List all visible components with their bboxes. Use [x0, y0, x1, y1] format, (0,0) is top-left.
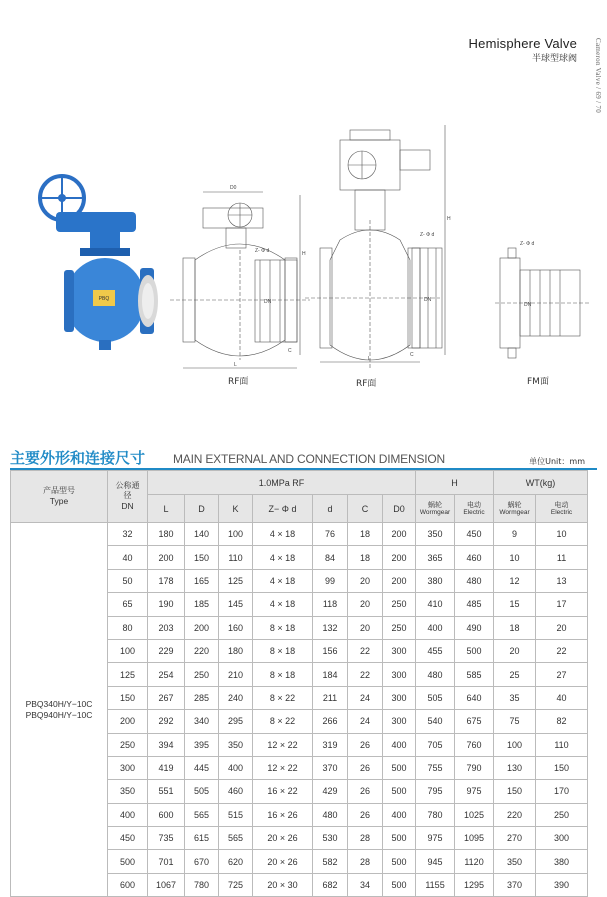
- header-col-c: C: [348, 495, 383, 523]
- table-cell: 160: [219, 616, 253, 639]
- table-cell: 450: [108, 827, 148, 850]
- table-cell: 76: [313, 523, 348, 546]
- table-cell: 400: [383, 733, 416, 756]
- table-cell: 380: [536, 850, 588, 873]
- table-cell: 780: [416, 803, 455, 826]
- table-cell: 675: [455, 710, 494, 733]
- table-cell: 254: [148, 663, 185, 686]
- header-type: [11, 471, 108, 523]
- table-cell: 24: [348, 710, 383, 733]
- dim-c-2: C: [410, 352, 414, 358]
- table-cell: 25: [494, 663, 536, 686]
- table-cell: 210: [219, 663, 253, 686]
- header-col-d-small: d: [313, 495, 348, 523]
- table-cell: 110: [536, 733, 588, 756]
- table-cell: 292: [148, 710, 185, 733]
- table-cell: 40: [108, 546, 148, 569]
- table-cell: 429: [313, 780, 348, 803]
- table-cell: 12 × 22: [253, 733, 313, 756]
- table-cell: 150: [108, 686, 148, 709]
- table-cell: 20: [348, 616, 383, 639]
- table-cell: 250: [185, 663, 219, 686]
- table-cell: 585: [455, 663, 494, 686]
- table-cell: 790: [455, 756, 494, 779]
- header-pressure: 1.0MPa RF: [148, 471, 416, 495]
- table-cell: 4 × 18: [253, 593, 313, 616]
- table-cell: 12 × 22: [253, 756, 313, 779]
- table-cell: 185: [185, 593, 219, 616]
- header-dn: [108, 471, 148, 523]
- table-cell: 9: [494, 523, 536, 546]
- table-cell: 26: [348, 780, 383, 803]
- table-cell: 12: [494, 569, 536, 592]
- header-wt-wormgear-en: Wormgear: [499, 508, 530, 516]
- table-cell: 15: [494, 593, 536, 616]
- table-cell: 32: [108, 523, 148, 546]
- table-cell: 8 × 18: [253, 663, 313, 686]
- page-subtitle: 半球型球阀: [531, 54, 577, 64]
- dim-d0-1: D0: [230, 185, 237, 191]
- table-cell: 460: [219, 780, 253, 803]
- table-cell: 145: [219, 593, 253, 616]
- table-cell: 203: [148, 616, 185, 639]
- table-cell: 8 × 18: [253, 616, 313, 639]
- table-cell: 82: [536, 710, 588, 733]
- table-cell: 300: [536, 827, 588, 850]
- header-h-wormgear: [416, 495, 455, 523]
- table-cell: 140: [185, 523, 219, 546]
- table-cell: 35: [494, 686, 536, 709]
- table-cell: 220: [494, 803, 536, 826]
- table-cell: 16 × 22: [253, 780, 313, 803]
- table-cell: 178: [148, 569, 185, 592]
- nameplate-text: PBQ: [98, 296, 110, 302]
- fm-drawing: [495, 248, 590, 358]
- fm-label: FM面: [527, 377, 549, 387]
- table-cell: 220: [185, 639, 219, 662]
- table-cell: 170: [536, 780, 588, 803]
- table-cell: 505: [185, 780, 219, 803]
- table-cell: 18: [348, 546, 383, 569]
- table-row: [11, 523, 588, 546]
- header-dn-zh: 公称通径: [115, 481, 140, 500]
- table-cell: 99: [313, 569, 348, 592]
- table-cell: 184: [313, 663, 348, 686]
- table-cell: 240: [219, 686, 253, 709]
- table-cell: 118: [313, 593, 348, 616]
- table-cell: 945: [416, 850, 455, 873]
- table-cell: 350: [416, 523, 455, 546]
- table-cell: 13: [536, 569, 588, 592]
- table-cell: 17: [536, 593, 588, 616]
- table-cell: 780: [185, 873, 219, 896]
- table-cell: 200: [148, 546, 185, 569]
- figure-area: [0, 120, 607, 400]
- table-cell: 1155: [416, 873, 455, 896]
- table-cell: 40: [536, 686, 588, 709]
- table-cell: 229: [148, 639, 185, 662]
- header-col-d: D: [185, 495, 219, 523]
- table-cell: 410: [416, 593, 455, 616]
- table-cell: 80: [108, 616, 148, 639]
- header-wt-electric-en: Electric: [550, 508, 573, 516]
- table-cell: 515: [219, 803, 253, 826]
- table-cell: 725: [219, 873, 253, 896]
- dim-l-2: L: [368, 356, 371, 362]
- table-cell: 490: [455, 616, 494, 639]
- header-type-en: Type: [49, 496, 69, 506]
- dim-dn-3: DN: [524, 302, 532, 308]
- table-cell: 350: [219, 733, 253, 756]
- table-cell: 211: [313, 686, 348, 709]
- table-cell: 300: [383, 639, 416, 662]
- table-cell: 565: [185, 803, 219, 826]
- table-cell: 28: [348, 850, 383, 873]
- table-cell: 350: [494, 850, 536, 873]
- table-cell: 365: [416, 546, 455, 569]
- table-cell: 200: [383, 569, 416, 592]
- table-cell: 370: [494, 873, 536, 896]
- table-cell: 380: [416, 569, 455, 592]
- table-cell: 400: [383, 803, 416, 826]
- table-cell: 22: [348, 663, 383, 686]
- table-cell: 200: [383, 546, 416, 569]
- table-cell: 26: [348, 803, 383, 826]
- table-cell: 445: [185, 756, 219, 779]
- table-cell: 505: [416, 686, 455, 709]
- header-h: H: [416, 471, 494, 495]
- table-cell: 75: [494, 710, 536, 733]
- header-col-d0: D0: [383, 495, 416, 523]
- table-cell: 65: [108, 593, 148, 616]
- table-cell: 400: [416, 616, 455, 639]
- table-cell: 295: [219, 710, 253, 733]
- table-cell: 11: [536, 546, 588, 569]
- table-cell: 150: [494, 780, 536, 803]
- table-cell: 500: [383, 827, 416, 850]
- table-cell: 200: [185, 616, 219, 639]
- table-cell: 400: [108, 803, 148, 826]
- table-cell: 480: [313, 803, 348, 826]
- table-cell: 250: [108, 733, 148, 756]
- unit-label: 单位Unit：mm: [529, 457, 585, 466]
- table-cell: 540: [416, 710, 455, 733]
- type-cell: [11, 523, 108, 897]
- table-cell: 8 × 22: [253, 686, 313, 709]
- table-cell: 551: [148, 780, 185, 803]
- table-cell: 500: [383, 780, 416, 803]
- table-cell: 4 × 18: [253, 523, 313, 546]
- table-cell: 20 × 26: [253, 827, 313, 850]
- table-cell: 450: [455, 523, 494, 546]
- table-cell: 340: [185, 710, 219, 733]
- rf-label-2: RF面: [356, 379, 377, 389]
- header-h-wormgear-en: Wormgear: [419, 508, 451, 516]
- table-cell: 300: [383, 686, 416, 709]
- dim-h-2: H: [447, 216, 451, 222]
- table-cell: 26: [348, 733, 383, 756]
- table-cell: 500: [383, 756, 416, 779]
- dimension-table: [10, 470, 588, 897]
- header-h-electric-en: Electric: [463, 508, 485, 516]
- table-cell: 22: [536, 639, 588, 662]
- table-cell: 500: [383, 850, 416, 873]
- table-cell: 705: [416, 733, 455, 756]
- page-title: Hemisphere Valve: [468, 36, 577, 51]
- table-cell: 285: [185, 686, 219, 709]
- header-col-k: K: [219, 495, 253, 523]
- table-cell: 300: [383, 710, 416, 733]
- table-cell: 190: [148, 593, 185, 616]
- table-cell: 460: [455, 546, 494, 569]
- table-cell: 485: [455, 593, 494, 616]
- table-cell: 670: [185, 850, 219, 873]
- table-cell: 530: [313, 827, 348, 850]
- table-cell: 110: [219, 546, 253, 569]
- table-cell: 10: [536, 523, 588, 546]
- table-cell: 125: [219, 569, 253, 592]
- table-cell: 132: [313, 616, 348, 639]
- header-type-zh: 产品型号: [43, 486, 75, 495]
- dim-dn-2: DN: [424, 297, 432, 303]
- rf-drawing-1: [170, 192, 310, 368]
- dim-c-1: C: [288, 348, 292, 354]
- valve-photo: [40, 176, 158, 350]
- header-col-z: Z− Φ d: [253, 495, 313, 523]
- table-cell: 735: [148, 827, 185, 850]
- table-cell: 34: [348, 873, 383, 896]
- table-cell: 24: [348, 686, 383, 709]
- table-cell: 22: [348, 639, 383, 662]
- table-cell: 300: [383, 663, 416, 686]
- table-cell: 500: [383, 873, 416, 896]
- type-value-1: PBQ340H/Y−10C: [25, 698, 93, 709]
- table-cell: 4 × 18: [253, 569, 313, 592]
- table-cell: 250: [383, 616, 416, 639]
- table-cell: 1067: [148, 873, 185, 896]
- side-brand: Cameron Valve / 69 / 70: [594, 38, 602, 114]
- table-cell: 84: [313, 546, 348, 569]
- header-wt: WT(kg): [494, 471, 588, 495]
- table-cell: 8 × 18: [253, 639, 313, 662]
- table-cell: 250: [383, 593, 416, 616]
- table-cell: 582: [313, 850, 348, 873]
- table-cell: 975: [416, 827, 455, 850]
- header-h-electric-zh: 电动: [467, 500, 482, 509]
- dim-z-3: Z- Φ d: [520, 241, 535, 247]
- dim-l-1: L: [234, 362, 237, 368]
- table-cell: 760: [455, 733, 494, 756]
- section-title-zh: 主要外形和连接尺寸: [10, 449, 146, 467]
- header-wt-electric-zh: 电动: [554, 500, 569, 509]
- table-cell: 370: [313, 756, 348, 779]
- table-cell: 180: [148, 523, 185, 546]
- table-cell: 1095: [455, 827, 494, 850]
- table-cell: 266: [313, 710, 348, 733]
- table-cell: 400: [219, 756, 253, 779]
- table-cell: 615: [185, 827, 219, 850]
- table-cell: 395: [185, 733, 219, 756]
- table-cell: 270: [494, 827, 536, 850]
- header-h-wormgear-zh: 蜗轮: [428, 500, 443, 509]
- dim-z-1: Z- Φ d: [255, 248, 270, 254]
- table-cell: 20 × 30: [253, 873, 313, 896]
- table-cell: 20 × 26: [253, 850, 313, 873]
- table-cell: 500: [108, 850, 148, 873]
- table-cell: 975: [455, 780, 494, 803]
- table-cell: 480: [416, 663, 455, 686]
- table-cell: 419: [148, 756, 185, 779]
- table-cell: 1120: [455, 850, 494, 873]
- table-cell: 50: [108, 569, 148, 592]
- dim-z-2: Z- Φ d: [420, 232, 435, 238]
- table-cell: 394: [148, 733, 185, 756]
- table-cell: 267: [148, 686, 185, 709]
- table-cell: 640: [455, 686, 494, 709]
- table-cell: 20: [494, 639, 536, 662]
- table-cell: 27: [536, 663, 588, 686]
- header-wt-wormgear: [494, 495, 536, 523]
- header-h-electric: [455, 495, 494, 523]
- table-cell: 130: [494, 756, 536, 779]
- dim-h-1: H: [302, 251, 306, 257]
- table-cell: 125: [108, 663, 148, 686]
- table-cell: 795: [416, 780, 455, 803]
- table-cell: 100: [108, 639, 148, 662]
- table-cell: 156: [313, 639, 348, 662]
- dimension-table-body: [11, 523, 588, 897]
- section-title-en: MAIN EXTERNAL AND CONNECTION DIMENSION: [173, 452, 445, 466]
- header-col-l: L: [148, 495, 185, 523]
- table-cell: 390: [536, 873, 588, 896]
- table-cell: 20: [536, 616, 588, 639]
- table-cell: 1295: [455, 873, 494, 896]
- table-cell: 455: [416, 639, 455, 662]
- table-cell: 16 × 26: [253, 803, 313, 826]
- rf-label-1: RF面: [228, 377, 249, 387]
- header-wt-wormgear-zh: 蜗轮: [507, 500, 522, 509]
- table-cell: 100: [219, 523, 253, 546]
- table-cell: 180: [219, 639, 253, 662]
- table-cell: 4 × 18: [253, 546, 313, 569]
- table-cell: 480: [455, 569, 494, 592]
- type-value-2: PBQ940H/Y−10C: [25, 709, 93, 720]
- table-cell: 1025: [455, 803, 494, 826]
- table-cell: 28: [348, 827, 383, 850]
- table-cell: 165: [185, 569, 219, 592]
- table-cell: 10: [494, 546, 536, 569]
- table-cell: 600: [108, 873, 148, 896]
- valve-drawings: [0, 120, 607, 400]
- table-cell: 200: [383, 523, 416, 546]
- table-cell: 319: [313, 733, 348, 756]
- dim-dn-1: DN: [264, 299, 272, 305]
- table-cell: 20: [348, 569, 383, 592]
- table-cell: 150: [185, 546, 219, 569]
- rf-drawing-2: [305, 125, 445, 370]
- table-cell: 350: [108, 780, 148, 803]
- table-cell: 701: [148, 850, 185, 873]
- table-cell: 18: [494, 616, 536, 639]
- table-cell: 500: [455, 639, 494, 662]
- table-cell: 20: [348, 593, 383, 616]
- table-cell: 26: [348, 756, 383, 779]
- table-cell: 682: [313, 873, 348, 896]
- table-cell: 565: [219, 827, 253, 850]
- table-cell: 300: [108, 756, 148, 779]
- table-cell: 755: [416, 756, 455, 779]
- header-wt-electric: [536, 495, 588, 523]
- table-cell: 18: [348, 523, 383, 546]
- table-cell: 8 × 22: [253, 710, 313, 733]
- table-cell: 600: [148, 803, 185, 826]
- header-dn-en: DN: [121, 501, 134, 511]
- table-cell: 250: [536, 803, 588, 826]
- table-cell: 150: [536, 756, 588, 779]
- table-cell: 200: [108, 710, 148, 733]
- table-cell: 620: [219, 850, 253, 873]
- table-cell: 100: [494, 733, 536, 756]
